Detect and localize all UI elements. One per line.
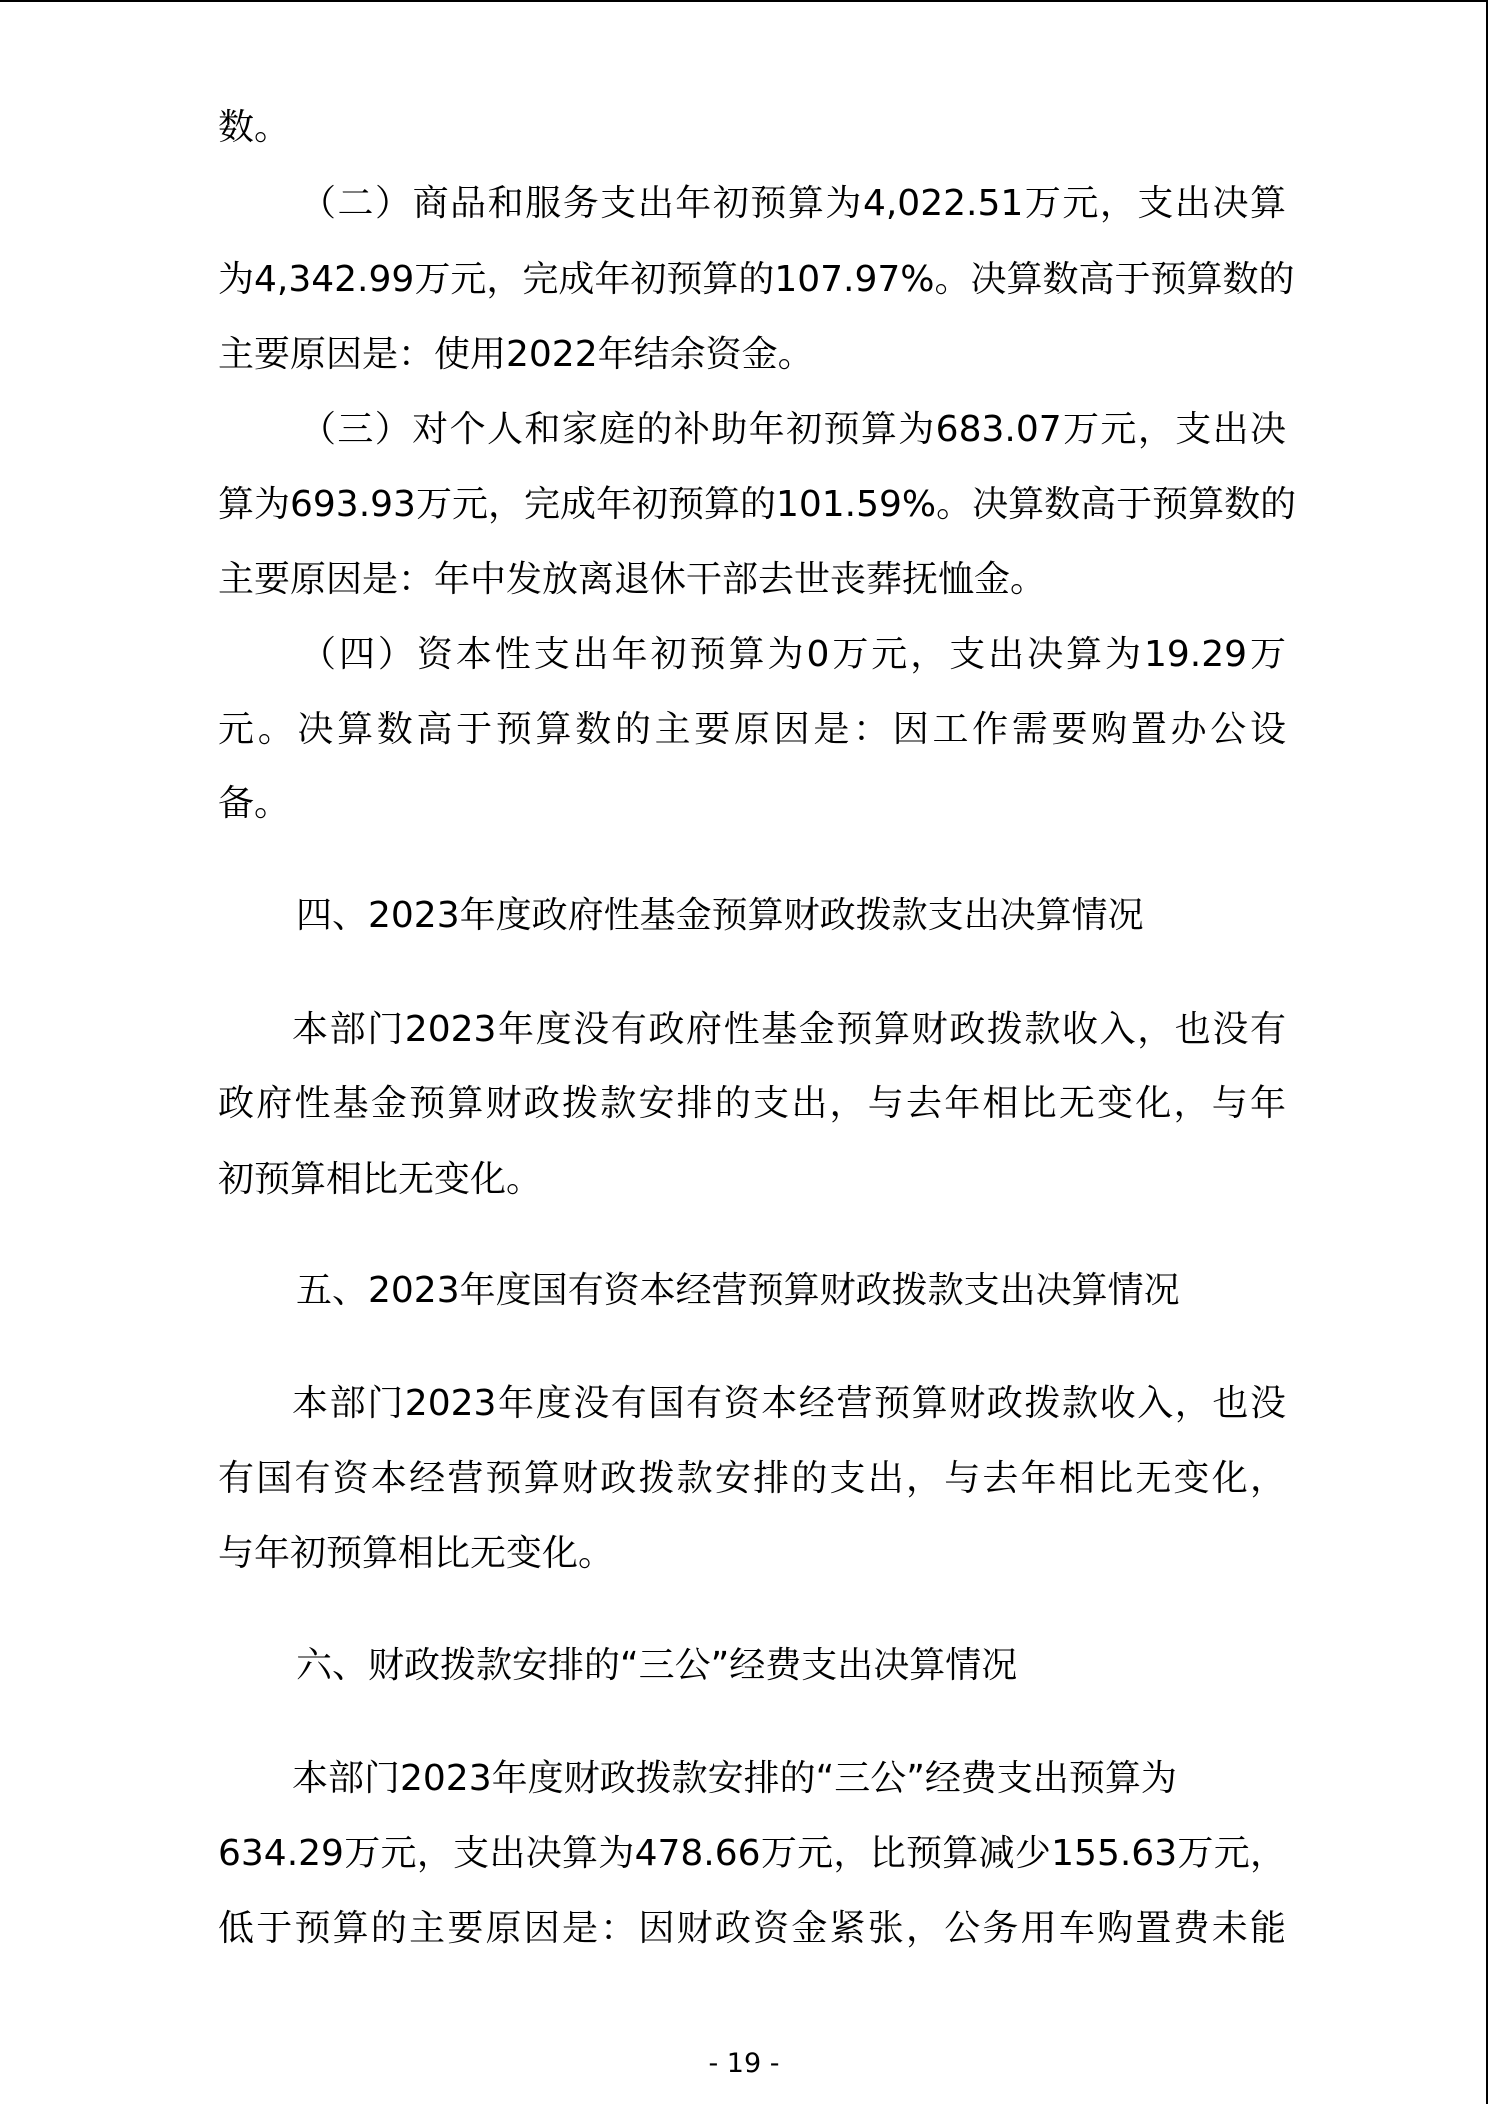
paragraph-line: 有国有资本经营预算财政拨款安排的支出，与去年相比无变化，: [218, 1458, 1286, 1499]
paragraph-line: （四）资本性支出年初预算为0万元，支出决算为19.29万: [300, 634, 1286, 675]
paragraph-line: （二）商品和服务支出年初预算为4,022.51万元，支出决算: [300, 183, 1286, 224]
section-heading: 四、2023年度政府性基金预算财政拨款支出决算情况: [296, 895, 1144, 936]
section-heading: 五、2023年度国有资本经营预算财政拨款支出决算情况: [296, 1270, 1180, 1311]
paragraph-line: 备。: [218, 783, 291, 824]
paragraph-line: （三）对个人和家庭的补助年初预算为683.07万元，支出决: [300, 409, 1286, 450]
paragraph-line: 主要原因是：年中发放离退休干部去世丧葬抚恤金。: [218, 559, 1047, 600]
paragraph-line: 初预算相比无变化。: [218, 1159, 543, 1200]
paragraph-line: 本部门2023年度财政拨款安排的“三公”经费支出预算为: [292, 1758, 1177, 1799]
paragraph-line: 算为693.93万元，完成年初预算的101.59%。决算数高于预算数的: [218, 484, 1297, 525]
paragraph-line: 元。决算数高于预算数的主要原因是：因工作需要购置办公设: [218, 709, 1286, 750]
page-number: - 19 -: [708, 2048, 780, 2079]
top-border-rule: [0, 0, 1488, 2]
paragraph-line: 数。: [218, 107, 291, 148]
paragraph-line: 为4,342.99万元，完成年初预算的107.97%。决算数高于预算数的: [218, 259, 1295, 300]
paragraph-line: 本部门2023年度没有国有资本经营预算财政拨款收入，也没: [292, 1383, 1286, 1424]
section-heading: 六、财政拨款安排的“三公”经费支出决算情况: [296, 1645, 1018, 1686]
paragraph-line: 本部门2023年度没有政府性基金预算财政拨款收入，也没有: [292, 1009, 1286, 1050]
paragraph-line: 与年初预算相比无变化。: [218, 1533, 615, 1574]
paragraph-line: 634.29万元，支出决算为478.66万元，比预算减少155.63万元，: [218, 1833, 1286, 1874]
paragraph-line: 政府性基金预算财政拨款安排的支出，与去年相比无变化，与年: [218, 1083, 1286, 1124]
paragraph-line: 低于预算的主要原因是：因财政资金紧张，公务用车购置费未能: [218, 1908, 1286, 1949]
paragraph-line: 主要原因是：使用2022年结余资金。: [218, 334, 814, 375]
